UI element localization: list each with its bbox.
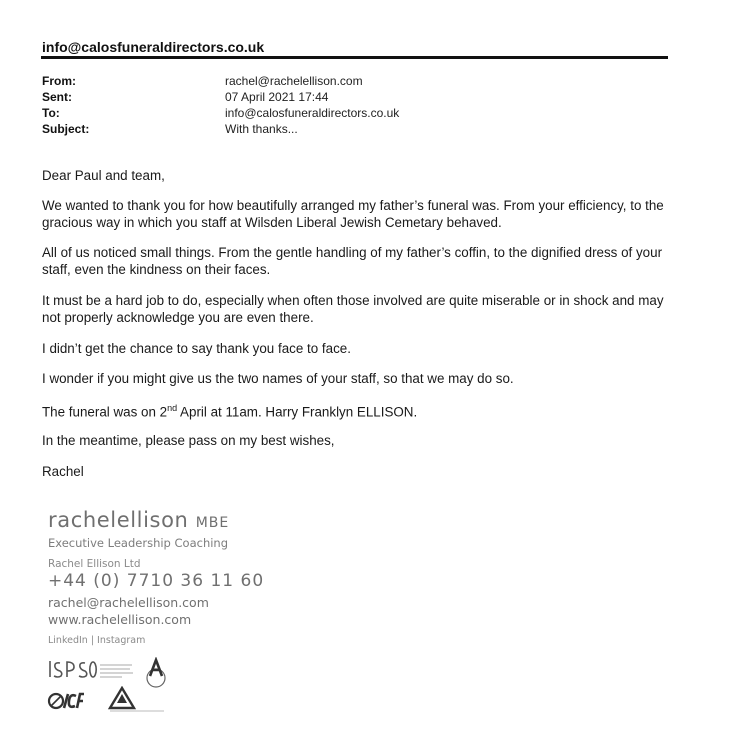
funeral-date-ordinal: nd xyxy=(167,403,178,413)
mailbox-address: info@calosfuneraldirectors.co.uk xyxy=(42,39,265,55)
signature-phone[interactable]: +44 (0) 7710 36 11 60 xyxy=(48,571,265,591)
header-rule xyxy=(41,56,668,59)
ispso-tagline-block xyxy=(100,662,134,678)
a-mark-logo-top-graphic xyxy=(141,657,171,689)
to-label: To: xyxy=(42,106,60,120)
paragraph-hard-job: It must be a hard job to do, especially when often those involved are quite miserable or in shock and may not properly acknowledge you are even there. xyxy=(42,293,664,325)
signature-role: Executive Leadership Coaching xyxy=(48,536,229,550)
paragraph-small-things: All of us noticed small things. From the gentle handling of my father’s coffin, to the dignified dress of your staff, even the kindness on their faces. xyxy=(42,245,663,277)
subject-value: With thanks... xyxy=(225,122,298,136)
greeting: Dear Paul and team, xyxy=(42,168,165,183)
paragraph-face-to-face: I didn’t get the chance to say thank you face to face. xyxy=(42,341,351,356)
from-label: From: xyxy=(42,74,76,88)
signature-email[interactable]: rachel@rachelellison.com xyxy=(48,595,209,610)
to-value[interactable]: info@calosfuneraldirectors.co.uk xyxy=(225,106,400,120)
signature-honour: MBE xyxy=(195,515,230,531)
signature-name xyxy=(48,508,229,532)
signature-website[interactable]: www.rachelellison.com xyxy=(48,612,192,627)
signature-social-links[interactable]: LinkedIn | Instagram xyxy=(48,635,146,646)
paragraph-funeral-date xyxy=(42,400,682,420)
paragraph-thanks: We wanted to thank you for how beautifully arranged my father’s funeral was. From your efficiency, to the gracious way in which you staff at Wilsden Liberal Jewish Cemetary behaved. xyxy=(42,198,664,230)
icf-logo xyxy=(47,690,97,712)
paragraph-staff-names: I wonder if you might give us the two names of your staff, so that we may do so. xyxy=(42,371,514,386)
sent-value: 07 April 2021 17:44 xyxy=(225,90,329,104)
a-mark-logo-bottom xyxy=(106,686,166,714)
signature-company: Rachel Ellison Ltd xyxy=(48,558,141,570)
paragraph-best-wishes: In the meantime, please pass on my best wishes, xyxy=(42,433,335,448)
ispso-logo-mark xyxy=(47,658,97,680)
sent-label: Sent: xyxy=(42,90,72,104)
ispso-logo xyxy=(47,658,97,680)
subject-label: Subject: xyxy=(42,122,90,136)
funeral-date-start: The funeral was on 2 xyxy=(42,404,168,420)
signoff-name: Rachel xyxy=(42,464,84,479)
a-mark-logo-top xyxy=(141,657,171,689)
funeral-date-end: April at 11am. Harry Franklyn ELLISON. xyxy=(177,404,418,420)
ispso-tagline-lines xyxy=(100,662,134,678)
a-mark-logo-bottom-graphic xyxy=(106,686,166,714)
from-value[interactable]: rachel@rachelellison.com xyxy=(225,74,363,88)
signature-name-text: rachelellison xyxy=(48,508,189,532)
icf-logo-mark xyxy=(47,690,97,712)
